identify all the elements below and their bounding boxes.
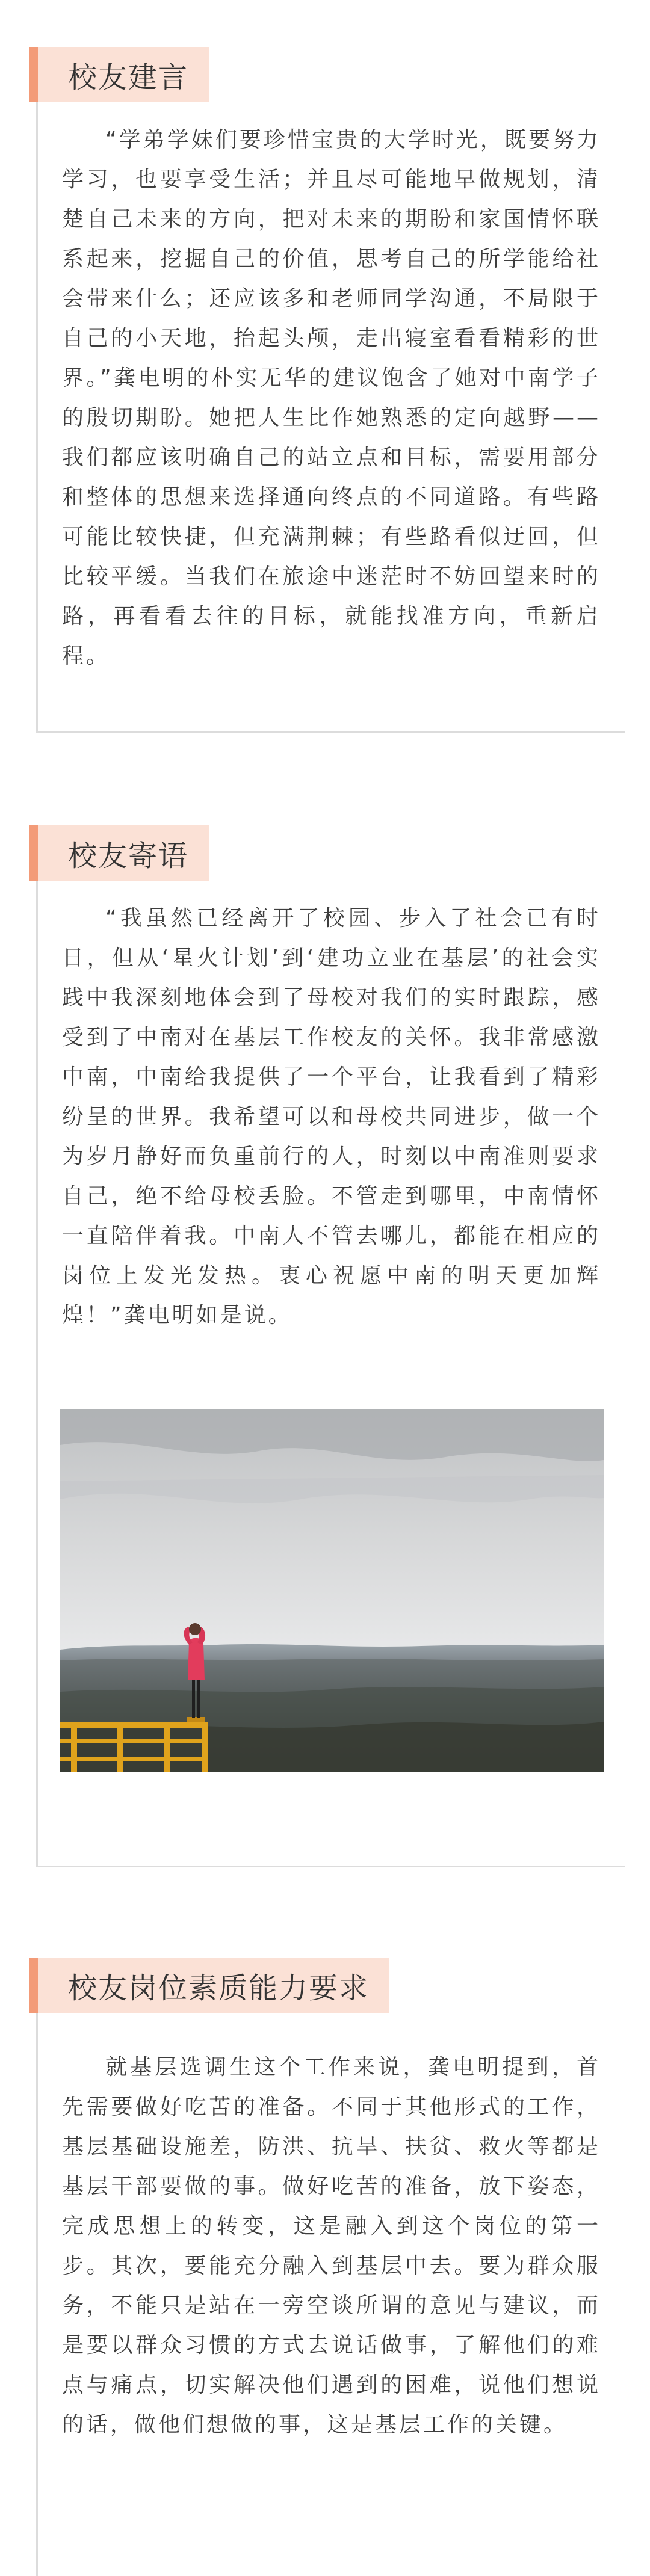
section-alumni-advice <box>36 47 625 733</box>
landscape-photo <box>60 1409 604 1772</box>
section-job-requirements <box>36 1958 625 2576</box>
section-paragraph: 就基层选调生这个工作来说，龚电明提到，首先需要做好吃苦的准备。不同于其他形式的工作，基层基础设施差，防洪、抗旱、扶贫、救火等都是基层干部要做的事。做好吃苦的准备，放下姿态，完成思想上的转变，这是融入到这个岗位的第一步。其次，要能充分融入到基层中去。要为群众服务，不能只是站在一旁空谈所谓的意见与建议，而是要以群众习惯的方式去说话做事，了解他们的难点与痛点，切实解决他们遇到的困难，说他们想说的话，做他们想做的事，这是基层工作的关键。 <box>62 2055 601 2437</box>
section-heading <box>29 825 209 881</box>
section-heading-text: 校友岗位素质能力要求 <box>68 1971 370 2005</box>
section-alumni-message <box>36 825 625 1867</box>
section-heading <box>29 47 209 102</box>
section-paragraph: “学弟学妹们要珍惜宝贵的大学时光，既要努力学习，也要享受生活；并且尽可能地早做规划，清楚自己未来的方向，把对未来的期盼和家国情怀联系起来，挖掘自己的价值，思考自己的所学能给社会带来什么；还应该多和老师同学沟通，不局限于自己的小天地，抬起头颅，走出寝室看看精彩的世界。”龚电明的朴实无华的建议饱含了她对中南学子的殷切期盼。她把人生比作她熟悉的定向越野——我们都应该明确自己的站立点和目标，需要用部分和整体的思想来选择通向终点的不同道路。有些路可能比较快捷，但充满荆棘；有些路看似迂回，但比较平缓。当我们在旅途中迷茫时不妨回望来时的路，再看看去往的目标，就能找准方向，重新启程。 <box>62 128 601 668</box>
section-heading <box>29 1958 389 2013</box>
section-heading-text: 校友建言 <box>68 60 189 94</box>
section-heading-text: 校友寄语 <box>68 839 189 873</box>
section-paragraph: “我虽然已经离开了校园、步入了社会已有时日，但从‘星火计划’到‘建功立业在基层’的社会实践中我深刻地体会到了母校对我们的实时跟踪，感受到了中南对在基层工作校友的关怀。我非常感激中南，中南给我提供了一个平台，让我看到了精彩纷呈的世界。我希望可以和母校共同进步，做一个为岁月静好而负重前行的人，时刻以中南准则要求自己，绝不给母校丢脸。不管走到哪里，中南情怀一直陪伴着我。中南人不管去哪儿，都能在相应的岗位上发光发热。衷心祝愿中南的明天更加辉煌！”龚电明如是说。 <box>62 906 601 1328</box>
